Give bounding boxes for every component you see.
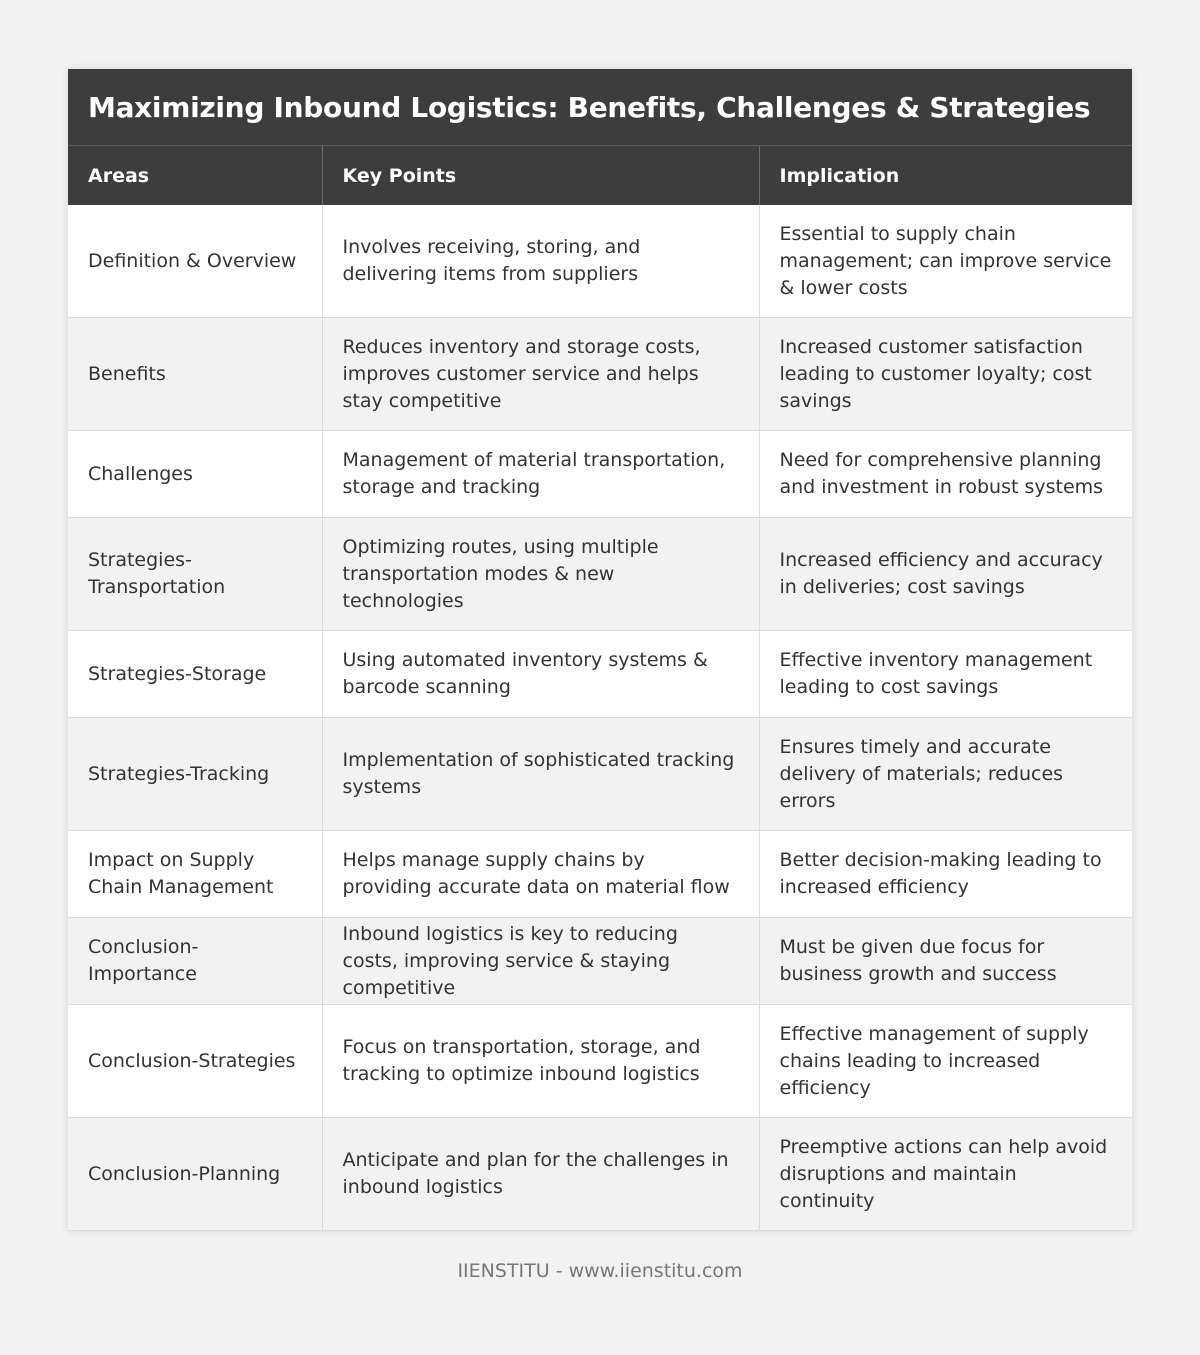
table-row	[68, 518, 1132, 631]
table-row	[68, 1005, 1132, 1118]
area-cell: Benefits	[68, 318, 322, 431]
table-row	[68, 831, 1132, 918]
area-cell: Conclusion-Importance	[68, 918, 322, 1005]
area-cell: Strategies-Transportation	[68, 518, 322, 631]
area-cell: Conclusion-Strategies	[68, 1005, 322, 1118]
key-points-cell: Anticipate and plan for the challenges in inbound logistics	[322, 1118, 759, 1231]
implication-cell: Increased efficiency and accuracy in deliveries; cost savings	[759, 518, 1132, 631]
implication-cell: Better decision-making leading to increased efficiency	[759, 831, 1132, 918]
key-points-cell: Involves receiving, storing, and delivering items from suppliers	[322, 205, 759, 318]
table-row	[68, 631, 1132, 718]
key-points-cell: Management of material transportation, storage and tracking	[322, 431, 759, 518]
table-row	[68, 718, 1132, 831]
area-cell: Conclusion-Planning	[68, 1118, 322, 1231]
table-row	[68, 318, 1132, 431]
table-row	[68, 431, 1132, 518]
table-card	[68, 69, 1132, 1231]
page-title: Maximizing Inbound Logistics: Benefits, Challenges & Strategies	[68, 69, 1132, 146]
footer-credit: IIENSTITU - www.iienstitu.com	[457, 1260, 743, 1282]
key-points-cell: Inbound logistics is key to reducing costs, improving service & staying competitive	[322, 918, 759, 1005]
table-body	[68, 205, 1132, 1231]
implication-cell: Preemptive actions can help avoid disruptions and maintain continuity	[759, 1118, 1132, 1231]
table-row	[68, 205, 1132, 318]
key-points-cell: Focus on transportation, storage, and tracking to optimize inbound logistics	[322, 1005, 759, 1118]
area-cell: Challenges	[68, 431, 322, 518]
area-cell: Strategies-Storage	[68, 631, 322, 718]
column-header-areas: Areas	[68, 146, 322, 205]
logistics-table	[68, 146, 1132, 1231]
implication-cell: Effective management of supply chains leading to increased efficiency	[759, 1005, 1132, 1118]
column-header-implication: Implication	[759, 146, 1132, 205]
key-points-cell: Helps manage supply chains by providing accurate data on material flow	[322, 831, 759, 918]
area-cell: Strategies-Tracking	[68, 718, 322, 831]
area-cell: Impact on Supply Chain Management	[68, 831, 322, 918]
table-row	[68, 918, 1132, 1005]
implication-cell: Need for comprehensive planning and investment in robust systems	[759, 431, 1132, 518]
implication-cell: Increased customer satisfaction leading to customer loyalty; cost savings	[759, 318, 1132, 431]
key-points-cell: Reduces inventory and storage costs, improves customer service and helps stay competitive	[322, 318, 759, 431]
implication-cell: Must be given due focus for business growth and success	[759, 918, 1132, 1005]
key-points-cell: Using automated inventory systems & barcode scanning	[322, 631, 759, 718]
key-points-cell: Implementation of sophisticated tracking systems	[322, 718, 759, 831]
table-row	[68, 1118, 1132, 1231]
implication-cell: Effective inventory management leading to cost savings	[759, 631, 1132, 718]
key-points-cell: Optimizing routes, using multiple transportation modes & new technologies	[322, 518, 759, 631]
implication-cell: Essential to supply chain management; can improve service & lower costs	[759, 205, 1132, 318]
column-header-key-points: Key Points	[322, 146, 759, 205]
header-row	[68, 146, 1132, 205]
table-header	[68, 146, 1132, 205]
implication-cell: Ensures timely and accurate delivery of materials; reduces errors	[759, 718, 1132, 831]
area-cell: Definition & Overview	[68, 205, 322, 318]
